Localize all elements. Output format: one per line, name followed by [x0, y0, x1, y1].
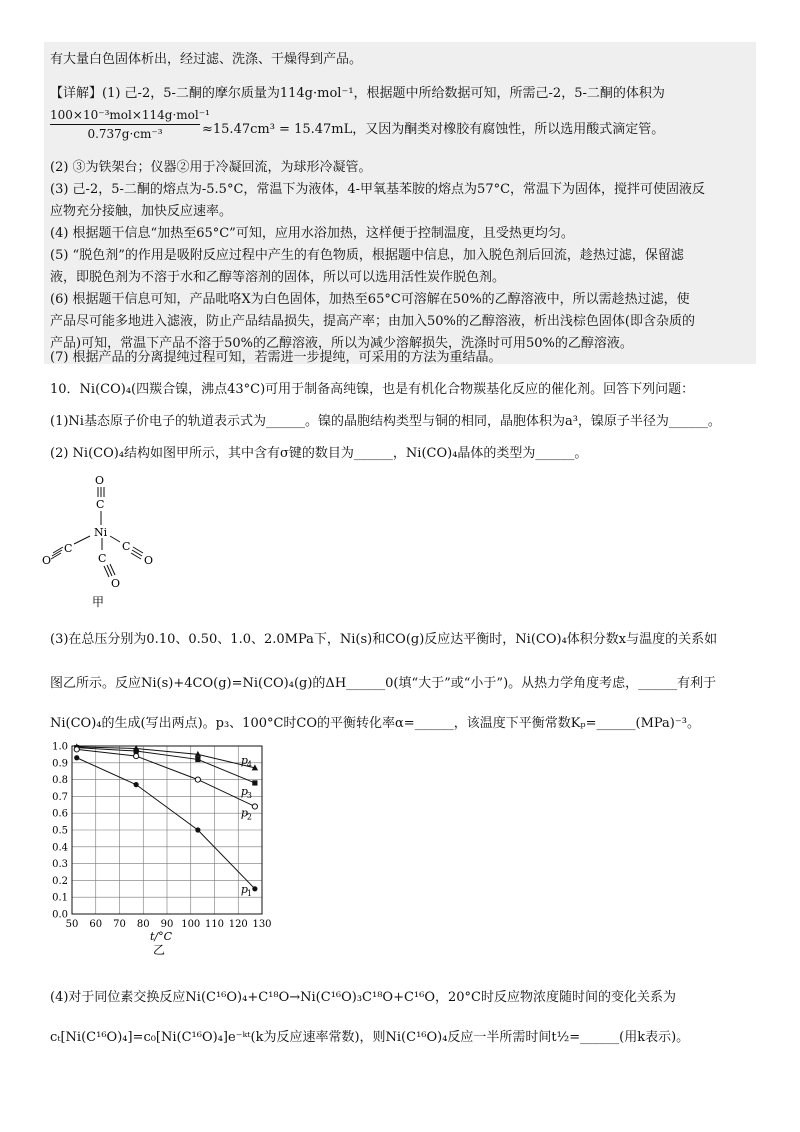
series-label-p3: p — [240, 784, 248, 798]
answer-line-6: (5) “脱色剂”的作用是吸附反应过程中产生的有色物质，根据题中信息，加入脱色剂后回流，趁热过滤，保留滤 — [50, 248, 684, 263]
question-1: (1)Ni基态原子价电子的轨道表示式为______。镍的晶胞结构类型与铜的相同，晶胞体积为a³，镍原子半径为______。 — [50, 414, 721, 429]
figure-yi-caption: 乙 — [152, 943, 166, 957]
answer-line-0: 有大量白色固体析出，经过滤、洗涤、干燥得到产品。 — [50, 52, 363, 67]
question-3-line3: Ni(CO)₄的生成(写出两点)。p₃、100°C时CO的平衡转化率α=______，该温度下平衡常数Kₚ=______(MPa)⁻³。 — [50, 716, 700, 731]
answer-line-1: 【详解】(1) 己-2，5-二酮的摩尔质量为114g·mol⁻¹，根据题中所给数据可知，所需己-2，5-二酮的体积为 — [50, 86, 665, 101]
figure-jia-caption: 甲 — [92, 595, 105, 609]
answer-line-10: 产品)可知，常温下产品不溶于50%的乙醇溶液，所以为减少溶解损失，洗涤时可用50%的乙醇溶液。 — [50, 336, 633, 351]
answer-line-9: 产品尽可能多地进入滤液，防止产品结晶损失，提高产率；由加入50%的乙醇溶液，析出浅棕色固体(即含杂质的 — [50, 314, 695, 329]
point-p1-3 — [252, 886, 257, 891]
series-label-sub-p2: 2 — [246, 812, 252, 822]
series-label-p2: p — [240, 806, 248, 820]
series-label-sub-p1: 1 — [246, 888, 252, 898]
y-tick-2: 0.2 — [52, 875, 68, 887]
series-label-sub-p3: 3 — [246, 790, 252, 800]
point-p1-0 — [74, 755, 79, 760]
point-p2-0 — [74, 747, 79, 752]
question-3-line2: 图乙所示。反应Ni(s)+4CO(g)=Ni(CO)₄(g)的ΔH______0(填“大于”或“小于”)。从热力学角度考虑，______有利于 — [50, 676, 717, 691]
point-p2-1 — [134, 753, 139, 758]
series-label-p4: p — [240, 753, 248, 767]
y-tick-4: 0.4 — [52, 842, 68, 854]
series-line-p4 — [77, 747, 255, 768]
x-tick-1: 60 — [89, 919, 103, 930]
series-label-sub-p4: 4 — [246, 759, 252, 769]
figure-yi-chart — [38, 738, 278, 978]
figure-jia-structure — [40, 470, 190, 610]
answer-line-8: (6) 根据题干信息可知，产品吡咯X为白色固体，加热至65°C可溶解在50%的乙醇溶液中，所以需趁热过滤，使 — [50, 292, 690, 307]
point-p3-2 — [195, 757, 200, 762]
carbon-right: C — [122, 540, 131, 553]
oxygen-bottom: O — [111, 577, 121, 590]
y-tick-8: 0.8 — [52, 775, 68, 787]
carbon-left: C — [64, 542, 73, 555]
oxygen-top: O — [95, 474, 105, 487]
x-tick-0: 50 — [65, 919, 79, 930]
fraction-numerator: 100×10⁻³mol×114g·mol⁻¹ — [50, 108, 200, 125]
nickel-center: Ni — [94, 526, 108, 539]
series-line-p3 — [77, 748, 255, 783]
x-tick-2: 70 — [113, 919, 126, 930]
x-tick-6: 110 — [204, 919, 225, 930]
volume-fraction — [50, 108, 210, 141]
carbon-top: C — [96, 498, 105, 511]
carbon-bottom: C — [98, 552, 107, 565]
x-tick-3: 80 — [136, 919, 150, 930]
y-tick-7: 0.7 — [52, 791, 68, 803]
answer-line-7: 液，即脱色剂为不溶于水和乙醇等溶剂的固体，所以可以选用活性炭作脱色剂。 — [50, 270, 506, 285]
y-tick-9: 0.9 — [52, 758, 68, 770]
point-p3-3 — [252, 780, 257, 785]
x-tick-4: 90 — [160, 919, 174, 930]
question-intro: 10．Ni(CO)₄(四羰合镍，沸点43°C)可用于制备高纯镍，也是有机化合物羰基化反应的催化剂。回答下列问题： — [50, 382, 695, 397]
y-tick-1: 0.1 — [52, 892, 68, 904]
x-tick-7: 120 — [228, 919, 248, 930]
question-2: (2) Ni(CO)₄结构如图甲所示，其中含有σ键的数目为______，Ni(CO)₄晶体的类型为______。 — [50, 446, 588, 461]
y-tick-6: 0.6 — [52, 808, 68, 820]
x-tick-8: 130 — [252, 919, 272, 930]
point-p2-3 — [252, 804, 257, 809]
answer-line-3: (3) 己-2，5-二酮的熔点为-5.5°C，常温下为液体，4-甲氧基苯胺的熔点为57°C，常温下为固体，搅拌可使固液反 — [50, 182, 706, 197]
answer-line-11: (7) 根据产品的分离提纯过程可知，若需进一步提纯，可采用的方法为重结晶。 — [50, 350, 502, 365]
series-line-p2 — [77, 749, 255, 806]
answer-line-4: 应物充分接触，加快反应速率。 — [50, 204, 233, 219]
fraction-rest: ≈15.47cm³ = 15.47mL，又因为酮类对橡胶有腐蚀性，所以选用酸式滴定管。 — [202, 122, 665, 137]
series-line-p1 — [77, 758, 255, 889]
point-p1-2 — [195, 827, 200, 832]
question-4-line2: cₜ[Ni(C¹⁶O)₄]=c₀[Ni(C¹⁶O)₄]e⁻ᵏᵗ(k为反应速率常数)，则Ni(C¹⁶O)₄反应一半所需时间t½=______(用k表示)。 — [50, 1030, 690, 1045]
x-axis-label: t/°C — [149, 930, 173, 943]
question-4-line1: (4)对于同位素交换反应Ni(C¹⁶O)₄+C¹⁸O→Ni(C¹⁶O)₃C¹⁸O+C¹⁶O，20°C时反应物浓度随时间的变化关系为 — [50, 990, 676, 1005]
series-label-p1: p — [240, 882, 248, 896]
y-tick-3: 0.3 — [52, 859, 68, 871]
y-tick-0: 0.0 — [52, 909, 68, 921]
fraction-denominator: 0.737g·cm⁻³ — [87, 127, 163, 141]
y-tick-10: 1.0 — [52, 741, 68, 753]
y-tick-5: 0.5 — [52, 825, 68, 837]
oxygen-right: O — [144, 554, 154, 567]
point-p1-1 — [134, 782, 139, 787]
answer-line-5: (4) 根据题干信息“加热至65°C”可知，应用水浴加热，这样便于控制温度，且受热更均匀。 — [50, 226, 574, 241]
point-p3-1 — [134, 748, 139, 753]
oxygen-left: O — [42, 554, 52, 567]
point-p2-2 — [195, 777, 200, 782]
answer-line-2: (2) ③为铁架台；仪器②用于冷凝回流，为球形冷凝管。 — [50, 160, 372, 175]
question-3-line1: (3)在总压分别为0.10、0.50、1.0、2.0MPa下，Ni(s)和CO(g)反应达平衡时，Ni(CO)₄体积分数x与温度的关系如 — [50, 632, 718, 647]
x-tick-5: 100 — [181, 919, 201, 930]
